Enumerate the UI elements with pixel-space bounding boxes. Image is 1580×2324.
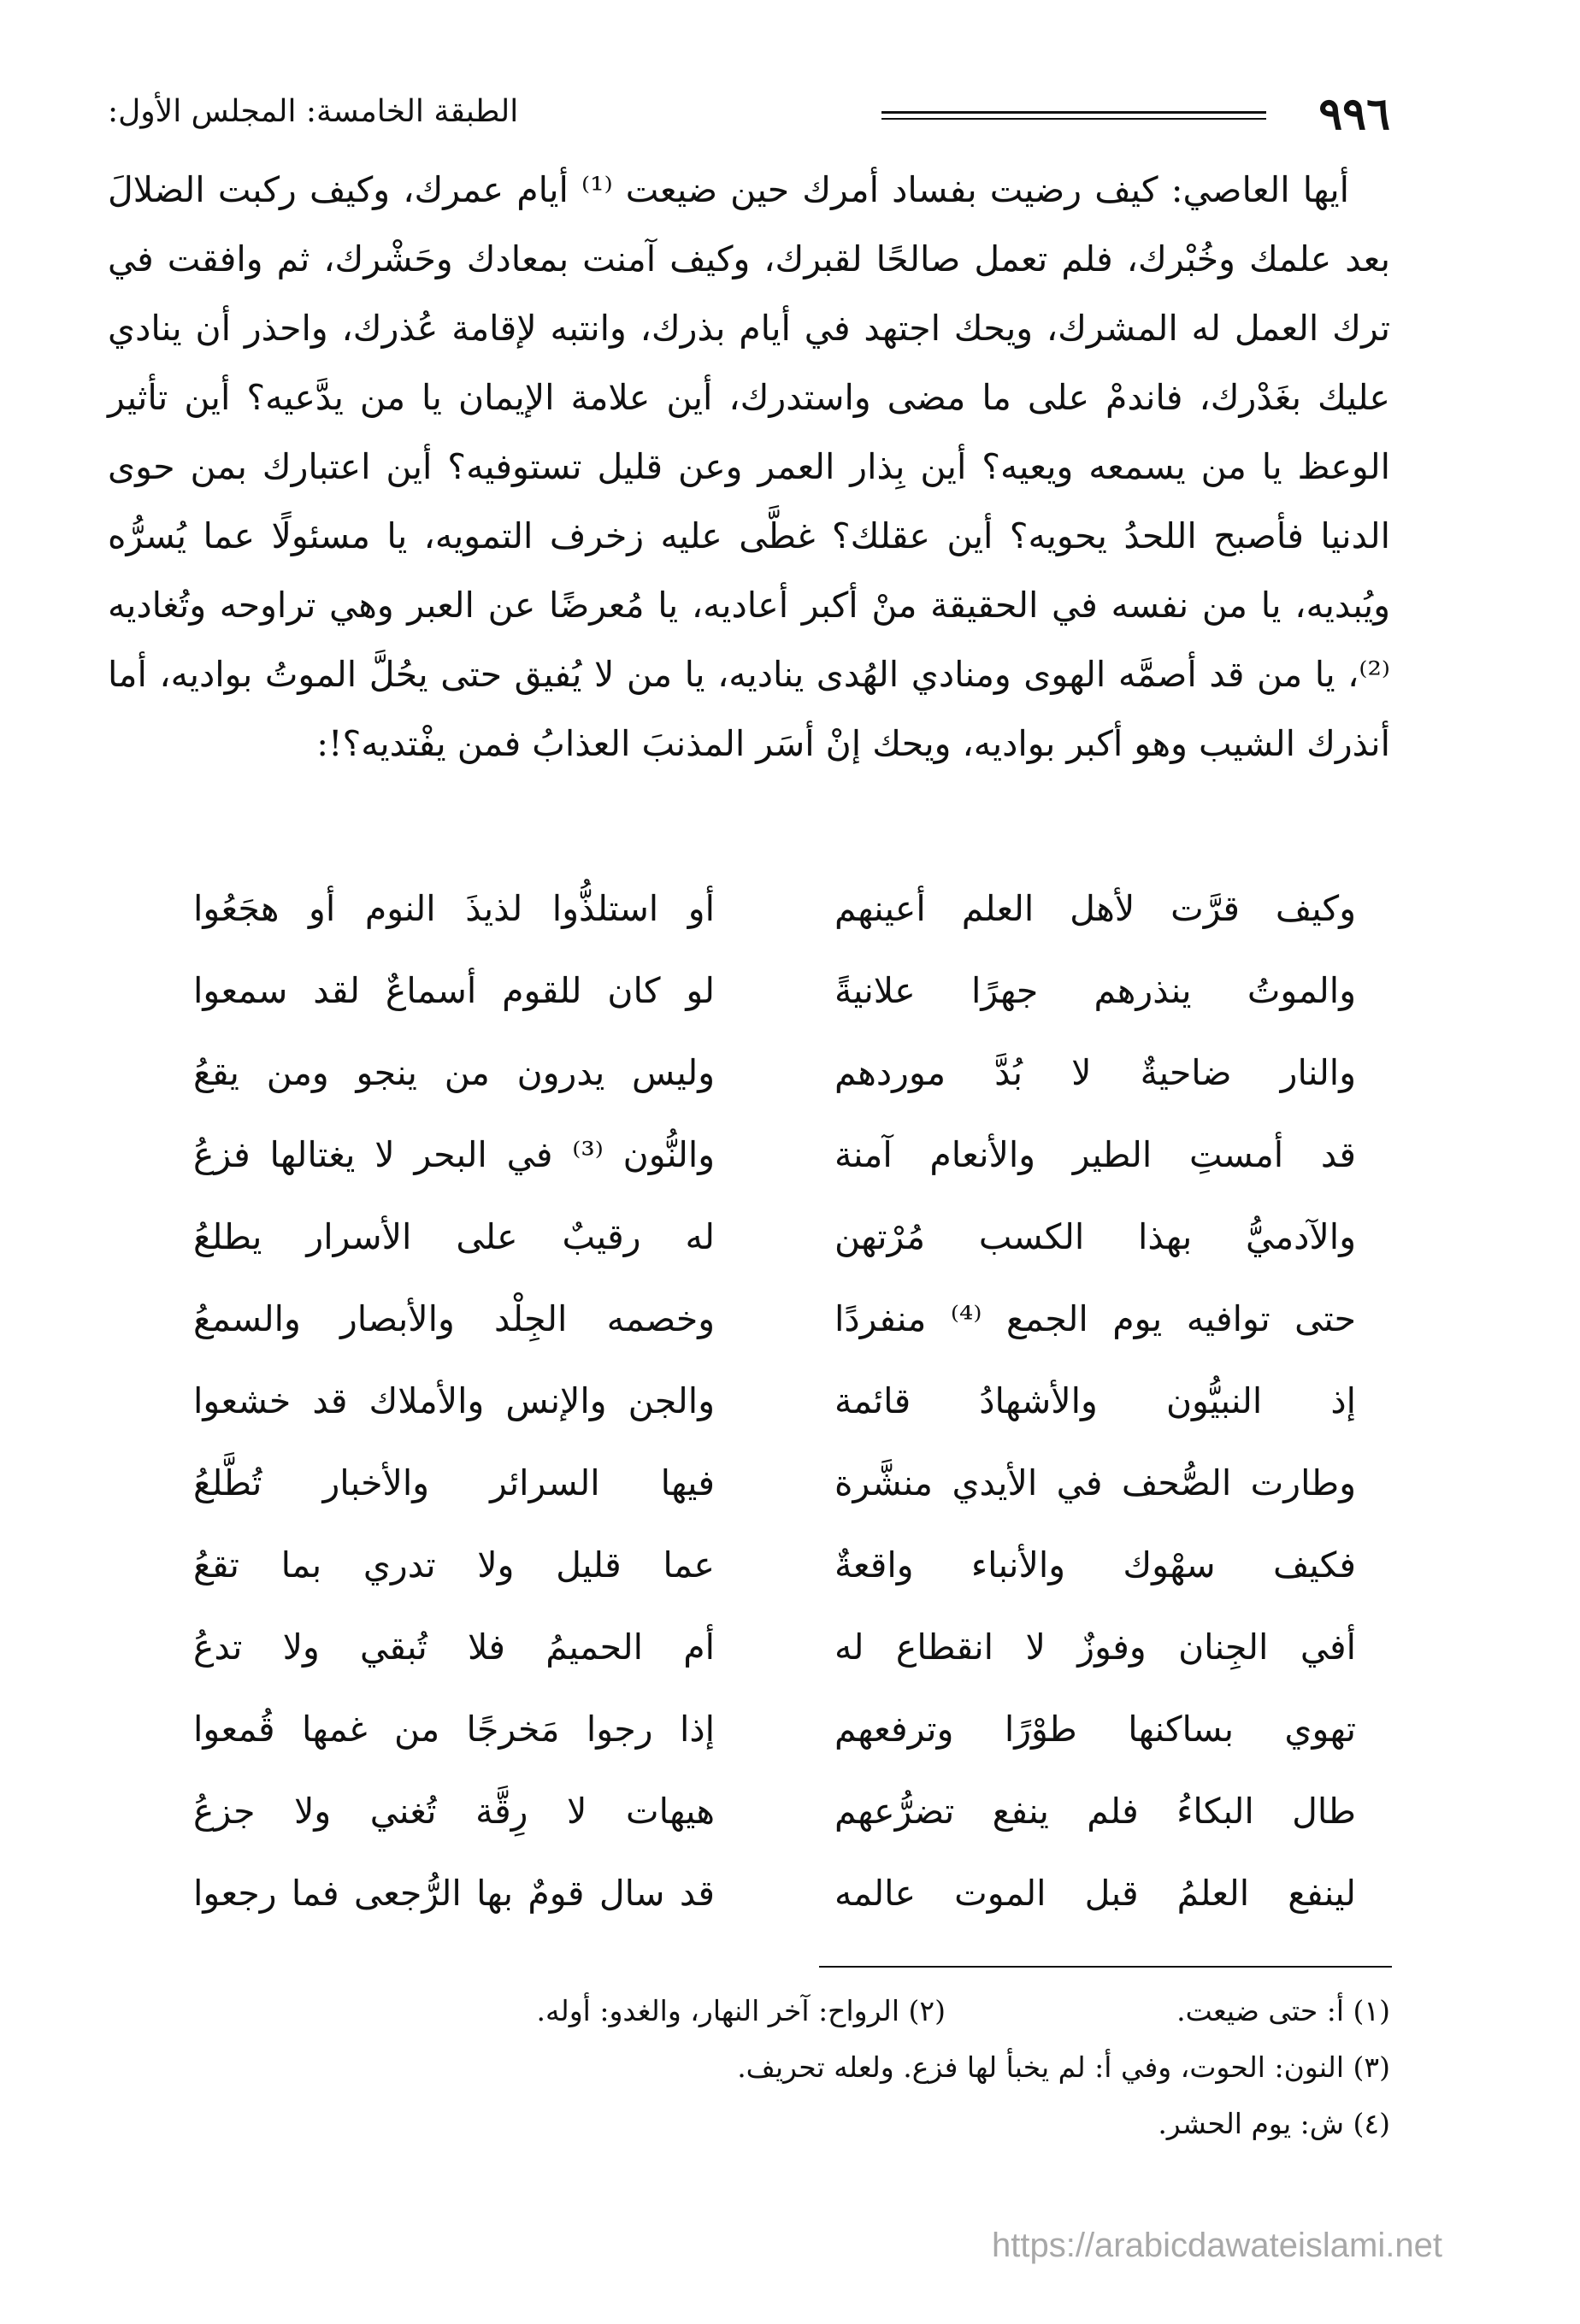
page-number: ٩٩٦ — [1318, 88, 1390, 140]
poem-verse — [108, 1770, 1390, 1852]
footnote-row — [108, 2039, 1390, 2096]
hemistich-first: وكيف قرَّت لأهل العلم أعينهم — [834, 888, 1356, 929]
poem-verse — [108, 1688, 1390, 1770]
hemistich-first: والموتُ ينذرهم جهرًا علانيةً — [834, 970, 1356, 1011]
hemistich-second: قد سال قومٌ بها الرُّجعى فما رجعوا — [193, 1873, 715, 1914]
hemistich-second: أم الحميمُ فلا تُبقي ولا تدعُ — [193, 1627, 715, 1668]
hemistich-first: لينفع العلمُ قبل الموت عالمه — [834, 1873, 1356, 1914]
hemistich-first: حتى توافيه يوم الجمع ⁽⁴⁾ منفردًا — [834, 1298, 1356, 1339]
hemistich-second: وخصمه الجِلْد والأبصار والسمعُ — [193, 1298, 715, 1339]
poem-verse — [108, 1360, 1390, 1442]
poem-verse — [108, 1852, 1390, 1934]
poem-verse — [108, 1278, 1390, 1360]
header-rule — [881, 118, 1266, 120]
watermark-url: https://arabicdawateislami.net — [992, 2227, 1442, 2264]
hemistich-first: أفي الجِنان وفوزٌ لا انقطاع له — [834, 1627, 1356, 1668]
hemistich-first: والنار ضاحيةٌ لا بُدَّ موردهم — [834, 1052, 1356, 1093]
footnote-row — [108, 2096, 1390, 2152]
footnote-separator — [819, 1966, 1392, 1968]
footnote-1: (١) أ: حتى ضيعت. — [1176, 1994, 1390, 2027]
poem-verse — [108, 1606, 1390, 1688]
hemistich-second: والجن والإنس والأملاك قد خشعوا — [193, 1380, 715, 1421]
poem-verse — [108, 1524, 1390, 1606]
footnote-3: (٣) النون: الحوت، وفي أ: لم يخبأ لها فزع. ولعله تحريف. — [737, 2050, 1390, 2084]
hemistich-second: وليس يدرون من ينجو ومن يقعُ — [193, 1052, 715, 1093]
header-rule — [881, 111, 1266, 114]
hemistich-first: قد أمستِ الطير والأنعام آمنة — [834, 1134, 1356, 1175]
poem-verse — [108, 950, 1390, 1032]
page-header — [108, 85, 1390, 145]
poem-verse — [108, 1196, 1390, 1278]
hemistich-first: والآدميُّ بهذا الكسب مُرْتهن — [834, 1216, 1356, 1257]
poem — [108, 868, 1390, 1934]
poem-verse — [108, 868, 1390, 950]
hemistich-first: وطارت الصُّحف في الأيدي منشَّرة — [834, 1462, 1356, 1503]
hemistich-second: هيهات لا رِقَّة تُغني ولا جزعُ — [193, 1791, 715, 1832]
hemistich-second: إذا رجوا مَخرجًا من غمها قُمعوا — [193, 1709, 715, 1750]
poem-verse — [108, 1032, 1390, 1114]
footnote-2: (٢) الرواح: آخر النهار، والغدو: أوله. — [536, 1994, 946, 2027]
hemistich-second: له رقيبٌ على الأسرار يطلعُ — [193, 1216, 715, 1257]
hemistich-first: طال البكاءُ فلم ينفع تضرُّعهم — [834, 1791, 1356, 1832]
footnotes — [108, 1983, 1390, 2152]
footnote-4: (٤) ش: يوم الحشر. — [1158, 2107, 1390, 2140]
hemistich-second: عما قليل ولا تدري بما تقعُ — [193, 1544, 715, 1586]
prose-paragraph: أيها العاصي: كيف رضيت بفساد أمرك حين ضيعت ⁽¹⁾ أيام عمرك، وكيف ركبت الضلالَ بعد علمك وخُبْرك، فلم تعمل صالحًا لقبرك، وكيف آمنت بمعادك وحَشْرك، ثم وافقت في ترك العمل له المشرك، ويحك اجتهد في أيام بذرك، وانتبه لإقامة عُذرك، واحذر أن ينادي عليك بغَدْرك، فاندمْ على ما مضى واستدرك، أين علامة الإيمان يا من يدَّعيه؟ أين تأثير الوعظ يا من يسمعه ويعيه؟ أين بِذار العمر وعن قليل تستوفيه؟ أين اعتبارك بمن حوى الدنيا فأصبح اللحدُ يحويه؟ أين عقلك؟ غطَّى عليه زخرف التمويه، يا مسئولًا عما يُسرُّه ويُبديه، يا من نفسه في الحقيقة منْ أكبر أعاديه، يا مُعرضًا عن العبر وهي تراوحه وتُغاديه ⁽²⁾، يا من قد أصمَّه الهوى ومنادي الهُدى يناديه، يا من لا يُفيق حتى يحُلَّ الموتُ بواديه، أما أنذرك الشيب وهو أكبر بواديه، ويحك إنْ أسَر المذنبَ العذابُ فمن يفْتديه؟!: — [108, 169, 1390, 764]
hemistich-second: أو استلذُّوا لذيذَ النوم أو هجَعُوا — [193, 888, 715, 929]
poem-verse — [108, 1442, 1390, 1524]
running-title: الطبقة الخامسة: المجلس الأول: — [108, 94, 519, 129]
poem-verse — [108, 1114, 1390, 1196]
hemistich-first: فكيف سهْوك والأنباء واقعةٌ — [834, 1544, 1356, 1586]
hemistich-second: فيها السرائر والأخبار تُطَّلعُ — [193, 1462, 715, 1503]
hemistich-second: والنُّون ⁽³⁾ في البحر لا يغتالها فزعُ — [193, 1134, 716, 1175]
hemistich-first: إذ النبيُّون والأشهادُ قائمة — [834, 1380, 1356, 1421]
hemistich-first: تهوي بساكنها طوْرًا وترفعهم — [834, 1709, 1356, 1750]
footnote-row — [108, 1983, 1390, 2039]
prose-body — [108, 156, 1390, 779]
hemistich-second: لو كان للقوم أسماعٌ لقد سمعوا — [193, 970, 715, 1011]
